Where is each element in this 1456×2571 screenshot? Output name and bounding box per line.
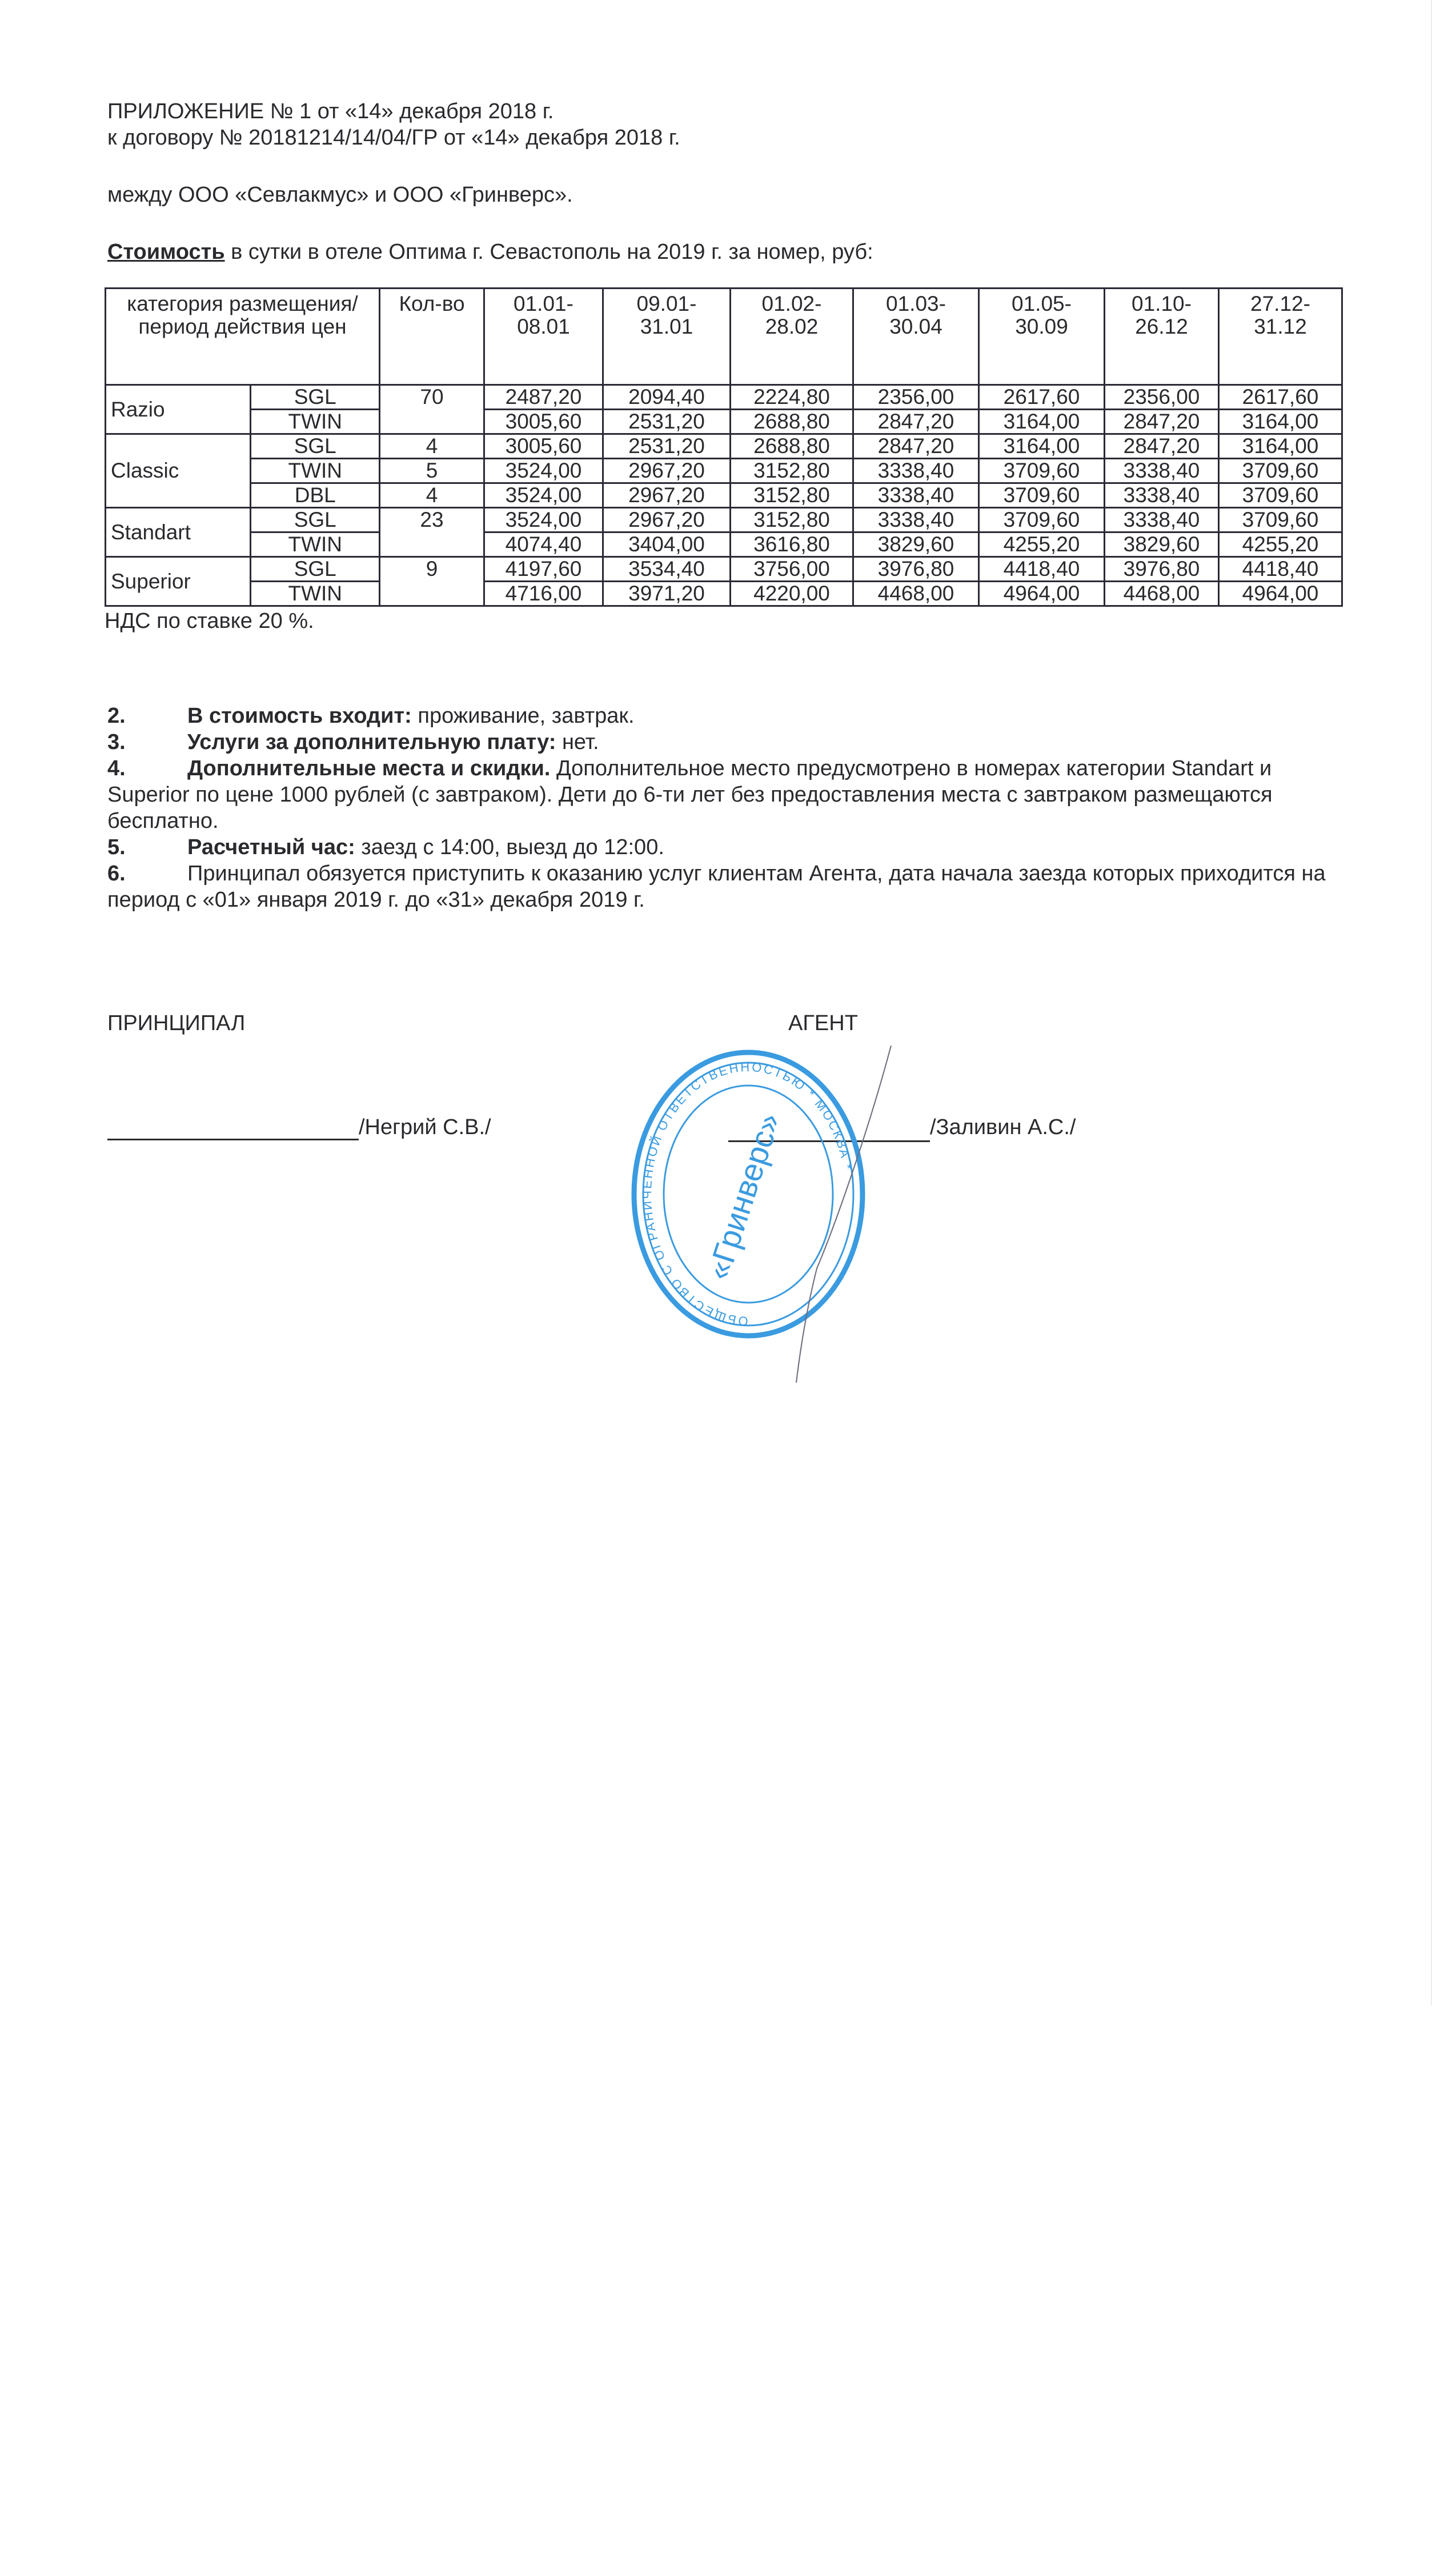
price-cell: 2356,00 (853, 385, 979, 410)
term-heading: Услуги за дополнительную плату: (187, 730, 556, 754)
term-heading: Расчетный час: (187, 835, 355, 859)
room-category: Classic (106, 434, 251, 508)
room-type: SGL (251, 385, 380, 410)
term-heading: В стоимость входит: (187, 704, 412, 728)
price-cell: 3976,80 (1105, 557, 1219, 582)
price-cell: 2531,20 (603, 434, 731, 459)
price-cell: 3534,40 (603, 557, 731, 582)
price-cell: 2967,20 (603, 508, 731, 532)
price-cell: 4468,00 (1105, 582, 1219, 606)
room-count: 5 (380, 459, 484, 483)
price-cell: 3404,00 (603, 532, 731, 557)
price-cell: 3709,60 (979, 508, 1105, 532)
price-cell: 3524,00 (484, 459, 603, 483)
price-cell: 2487,20 (484, 385, 603, 410)
price-cell: 4418,40 (979, 557, 1105, 582)
parties-line: между ООО «Севлакмус» и ООО «Гринверс». (107, 183, 573, 207)
room-type: DBL (251, 483, 380, 508)
price-cell: 3709,60 (979, 459, 1105, 483)
header-period: 01.02- 28.02 (731, 289, 853, 385)
price-cell: 3152,80 (731, 508, 853, 532)
price-cell: 3524,00 (484, 483, 603, 508)
agent-label: АГЕНТ (788, 1011, 858, 1035)
room-type: TWIN (251, 459, 380, 483)
term-number: 5. (107, 835, 126, 859)
price-cell: 3338,40 (853, 508, 979, 532)
term-number: 3. (107, 730, 126, 754)
price-cell: 3524,00 (484, 508, 603, 532)
header-period: 01.10- 26.12 (1105, 289, 1219, 385)
price-cell: 2847,20 (853, 434, 979, 459)
room-type: TWIN (251, 532, 380, 557)
term-number: 2. (107, 704, 126, 728)
price-cell: 3709,60 (1219, 483, 1342, 508)
header-period: 01.01- 08.01 (484, 289, 603, 385)
price-cell: 3829,60 (853, 532, 979, 557)
price-cell: 3971,20 (603, 582, 731, 606)
price-cell: 3616,80 (731, 532, 853, 557)
room-count: 9 (380, 557, 484, 606)
price-cell: 3152,80 (731, 459, 853, 483)
room-count: 70 (380, 385, 484, 434)
price-cell: 2617,60 (979, 385, 1105, 410)
price-cell: 2847,20 (853, 410, 979, 434)
room-count: 4 (380, 483, 484, 508)
price-cell: 4964,00 (1219, 582, 1342, 606)
vat-note: НДС по ставке 20 %. (105, 609, 314, 633)
price-cell: 2967,20 (603, 459, 731, 483)
room-count: 23 (380, 508, 484, 557)
principal-label: ПРИНЦИПАЛ (107, 1011, 246, 1035)
price-cell: 4418,40 (1219, 557, 1342, 582)
contract-reference: к договору № 20181214/14/04/ГР от «14» декабря 2018 г. (107, 126, 680, 150)
appendix-title: ПРИЛОЖЕНИЕ № 1 от «14» декабря 2018 г. (107, 99, 554, 123)
price-cell: 2967,20 (603, 483, 731, 508)
price-cell: 3338,40 (853, 483, 979, 508)
price-cell: 2531,20 (603, 410, 731, 434)
price-cell: 3338,40 (1105, 459, 1219, 483)
term-number: 4. (107, 756, 126, 780)
header-period: 01.05- 30.09 (979, 289, 1105, 385)
cost-label: Стоимость (107, 240, 225, 264)
header-period: 27.12- 31.12 (1219, 289, 1342, 385)
price-cell: 3164,00 (979, 410, 1105, 434)
room-type: TWIN (251, 582, 380, 606)
price-cell: 2356,00 (1105, 385, 1219, 410)
room-category: Superior (106, 557, 251, 606)
principal-name: /Негрий С.В./ (359, 1115, 491, 1139)
term-text: Принципал обязуется приступить к оказанию услуг клиентам Агента, дата начала заезда которых приходится на период с «01» января 2019 г. до «31» декабря 2019 г. (107, 862, 1326, 912)
price-cell: 2224,80 (731, 385, 853, 410)
price-cell: 4255,20 (979, 532, 1105, 557)
room-type: TWIN (251, 410, 380, 434)
price-cell: 3709,60 (979, 483, 1105, 508)
price-cell: 3976,80 (853, 557, 979, 582)
price-cell: 3005,60 (484, 410, 603, 434)
header-period: 09.01- 31.01 (603, 289, 731, 385)
room-category: Standart (106, 508, 251, 557)
room-type: SGL (251, 557, 380, 582)
price-cell: 3164,00 (979, 434, 1105, 459)
term-text: заезд с 14:00, выезд до 12:00. (355, 835, 664, 859)
header-period: 01.03- 30.04 (853, 289, 979, 385)
header-count: Кол-во (380, 289, 484, 385)
price-cell: 2847,20 (1105, 434, 1219, 459)
stamp-ring-text: ОБЩЕСТВО С ОГРАНИЧЕННОЙ ОТВЕТСТВЕННОСТЬЮ * МОСКВА * (640, 1059, 855, 1329)
room-count: 4 (380, 434, 484, 459)
term-text: Дополнительное место предусмотрено в номерах категории Standart и Superior по цене 1000 рублей (с завтраком). Дети до 6-ти лет без предоставления места с завтраком размещаются бесплатно. (107, 756, 1273, 833)
price-cell: 3829,60 (1105, 532, 1219, 557)
price-cell: 2688,80 (731, 410, 853, 434)
price-cell: 3338,40 (1105, 483, 1219, 508)
price-cell: 3338,40 (1105, 508, 1219, 532)
price-cell: 3709,60 (1219, 459, 1342, 483)
room-type: SGL (251, 434, 380, 459)
price-cell: 3338,40 (853, 459, 979, 483)
price-cell: 3005,60 (484, 434, 603, 459)
cost-description: в сутки в отеле Оптима г. Севастополь на 2019 г. за номер, руб: (224, 240, 873, 264)
price-cell: 4220,00 (731, 582, 853, 606)
price-cell: 2094,40 (603, 385, 731, 410)
room-category: Razio (106, 385, 251, 434)
term-number: 6. (107, 862, 126, 886)
price-cell: 2847,20 (1105, 410, 1219, 434)
price-cell: 3164,00 (1219, 410, 1342, 434)
price-cell: 4074,40 (484, 532, 603, 557)
agent-name: /Заливин А.С./ (930, 1115, 1076, 1139)
price-cell: 4716,00 (484, 582, 603, 606)
price-cell: 3709,60 (1219, 508, 1342, 532)
term-heading: Дополнительные места и скидки. (187, 756, 551, 780)
price-cell: 3164,00 (1219, 434, 1342, 459)
price-cell: 4964,00 (979, 582, 1105, 606)
price-cell: 4255,20 (1219, 532, 1342, 557)
price-cell: 4197,60 (484, 557, 603, 582)
room-type: SGL (251, 508, 380, 532)
term-text: проживание, завтрак. (411, 704, 635, 728)
price-cell: 4468,00 (853, 582, 979, 606)
price-cell: 2617,60 (1219, 385, 1342, 410)
term-text: нет. (556, 730, 599, 754)
price-cell: 3152,80 (731, 483, 853, 508)
header-category: категория размещения/период действия цен (106, 289, 380, 385)
stamp-center-text: «Гринверс» (699, 1108, 788, 1284)
price-cell: 2688,80 (731, 434, 853, 459)
price-cell: 3756,00 (731, 557, 853, 582)
